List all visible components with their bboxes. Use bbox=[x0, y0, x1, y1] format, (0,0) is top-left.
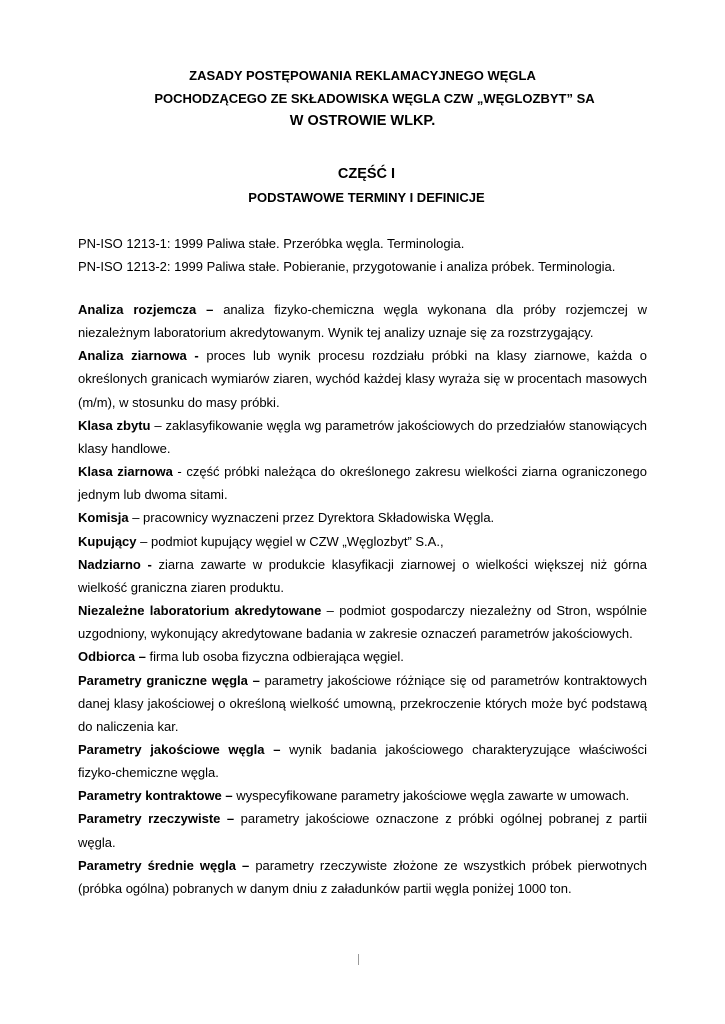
definition bbox=[78, 738, 647, 784]
definition bbox=[78, 784, 647, 807]
definition-term: Kupujący bbox=[78, 533, 137, 549]
definition-text: – podmiot kupujący węgiel w CZW „Węglozbyt” S.A., bbox=[136, 533, 444, 549]
title-line-2: POCHODZĄCEGO ZE SKŁADOWISKA WĘGLA CZW „WĘGLOZBYT” SA bbox=[154, 91, 595, 106]
definition-text: – podmiot gospodarczy niezależny od Stron, wspólnie uzgodniony, wykonujący akredytowane badania w zakresie oznaczeń parametrów jakościowych. bbox=[78, 603, 648, 642]
definition-term: Klasa ziarnowa bbox=[78, 464, 173, 480]
definition-term: Parametry kontraktowe – bbox=[78, 788, 233, 804]
standards-list bbox=[78, 232, 648, 278]
definition bbox=[78, 530, 647, 553]
definition-term: Analiza rozjemcza – bbox=[78, 302, 214, 317]
definition bbox=[78, 854, 647, 900]
definition-term: Parametry jakościowe węgla – bbox=[78, 741, 281, 757]
part-heading: CZĘŚĆ I bbox=[337, 166, 396, 182]
definition-text: parametry jakościowe oznaczone z próbki ogólnej pobranej z partii węgla. bbox=[78, 811, 647, 850]
definition bbox=[78, 506, 647, 529]
definition-text: proces lub wynik procesu rozdziału próbki na klasy ziarnowe, każda o określonych granicach wymiarów ziaren, wychód każdej klasy wyraża się w procentach masowych (m/m), w stosunku do masy próbki. bbox=[78, 348, 647, 410]
definition-term: Analiza ziarnowa - bbox=[78, 348, 199, 364]
page-break-marker bbox=[358, 954, 359, 965]
definition-text: wyspecyfikowane parametry jakościowe węgla zawarte w umowach. bbox=[232, 788, 630, 804]
definition-text: firma lub osoba fizyczna odbierająca węgiel. bbox=[145, 649, 404, 665]
definition-text: - część próbki należąca do określonego zakresu wielkości ziarna ograniczonego jednym lub dwoma sitami. bbox=[78, 464, 647, 503]
definition-term: Parametry rzeczywiste – bbox=[78, 811, 235, 827]
definition-text: parametry rzeczywiste złożone ze wszystkich próbek pierwotnych (próbka ogólna) pobranych w danym dniu z załadunków partii węgla poniżej 1000 ton. bbox=[78, 857, 647, 896]
definition-term: Nadziarno - bbox=[78, 556, 152, 572]
standard-reference: PN-ISO 1213-1: 1999 Paliwa stałe. Przeróbka węgla. Terminologia. bbox=[78, 236, 465, 251]
definition-term: Odbiorca – bbox=[78, 649, 146, 665]
definition-text: – zaklasyfikowanie węgla wg parametrów jakościowych do przedziałów stanowiących klasy handlowe. bbox=[78, 417, 647, 456]
definitions-list bbox=[78, 298, 647, 900]
definition-text: analiza fizyko-chemiczna węgla wykonana dla próby rozjemczej w niezależnym laboratorium akredytowanym. Wynik tej analizy uznaje się za rozstrzygający. bbox=[78, 302, 647, 341]
definition-term: Niezależne laboratorium akredytowane bbox=[78, 603, 322, 619]
document-title bbox=[0, 64, 725, 132]
definition bbox=[78, 414, 647, 460]
title-line-1: ZASADY POSTĘPOWANIA REKLAMACYJNEGO WĘGLA bbox=[189, 68, 536, 83]
standard-reference: PN-ISO 1213-2: 1999 Paliwa stałe. Pobieranie, przygotowanie i analiza próbek. Terminologia. bbox=[78, 259, 616, 274]
definition-term: Komisja bbox=[78, 510, 129, 526]
title-line-3: W OSTROWIE WLKP. bbox=[289, 113, 436, 129]
definition bbox=[78, 599, 647, 645]
definition bbox=[78, 645, 647, 668]
definition bbox=[78, 344, 647, 413]
definition-text: wynik badania jakościowego charakteryzujące właściwości fizyko-chemiczne węgla. bbox=[78, 741, 647, 781]
definition-text: – pracownicy wyznaczeni przez Dyrektora Składowiska Węgla. bbox=[128, 510, 495, 526]
definition-term: Parametry średnie węgla – bbox=[78, 857, 250, 873]
part-subheading: PODSTAWOWE TERMINY I DEFINICJE bbox=[248, 190, 485, 205]
definition bbox=[78, 553, 647, 599]
definition-text: parametry jakościowe różniące się od parametrów kontraktowych danej klasy jakościowej o określoną wielkość umowną, przekroczenie których może być podstawą do naliczenia kar. bbox=[78, 672, 647, 734]
definition bbox=[78, 460, 647, 506]
definition-term: Parametry graniczne węgla – bbox=[78, 672, 260, 688]
part-header bbox=[0, 164, 725, 208]
definition bbox=[78, 807, 647, 853]
definition-term: Klasa zbytu bbox=[78, 417, 151, 433]
definition-text: ziarna zawarte w produkcie klasyfikacji ziarnowej o wielkości większej niż górna wielkość graniczna ziaren produktu. bbox=[78, 556, 647, 595]
definition bbox=[78, 669, 647, 738]
definition bbox=[78, 298, 647, 344]
